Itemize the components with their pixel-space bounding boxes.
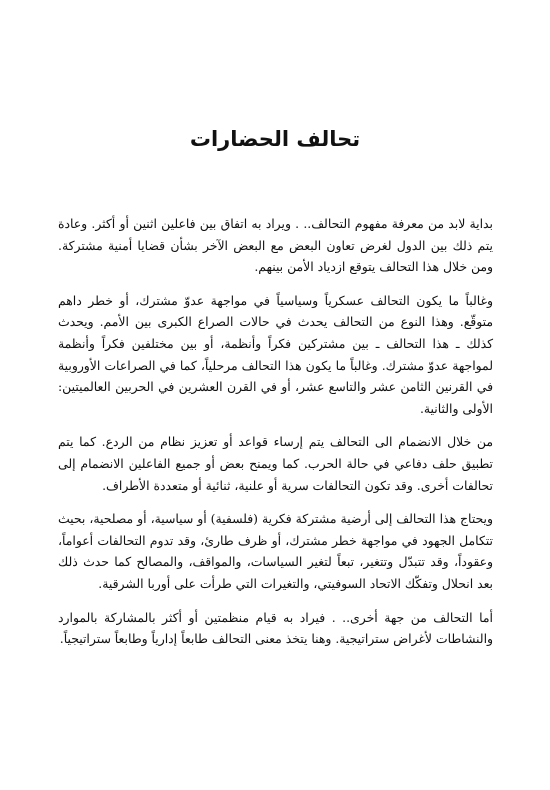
paragraph-5: أما التحالف من جهة أخرى.. . فيراد به قيام منظمتين أو أكثر بالمشاركة بالموارد والنشاطات لأغراض ستراتيجية. وهنا يتخذ معنى التحالف طابعاً إدارياً وطابعاً ستراتيجياً. [58,609,493,647]
paragraph-2: وغالباً ما يكون التحالف عسكرياً وسياسياً في مواجهة عدوّ مشترك، أو خطر داهم متوقّع. وهذا النوع من التحالف يحدث في حالات الصراع الكبرى بين الأمم. ويحدث كذلك ـ هذا التحالف ـ بين مشتركين فكراً وأنظمة، أو بين مختلفين فكراً وأنظمة لمواجهة عدوّ مشترك. وغالباً ما يكون هذا التحالف مرحلياً، كما في الصراعات الأوروبية في القرنين الثامن عشر والتاسع عشر، أو في القرن العشرين في الحربين العالميتين: الأولى والثانية. [58,292,493,416]
paragraph-4: ويحتاج هذا التحالف إلى أرضية مشتركة فكرية (فلسفية) أو سياسية، أو مصلحية، بحيث تتكامل الجهود في مواجهة خطر مشترك، أو ظرف طارئ، وقد تدوم التحالفات أعواماً، وعقوداً، وقد تتبدّل وتتغير، تبعاً لتغير السياسات، والمواقف، والمصالح كما حدث ذلك بعد انحلال وتفكّك الاتحاد السوفيتي، والتغيرات التي طرأت على أوربا الشرقية. [58,511,493,591]
paragraph-1: بداية لابد من معرفة مفهوم التحالف.. . ويراد به اتفاق بين فاعلين اثنين أو أكثر. وعادة يتم ذلك بين الدول لغرض تعاون البعض مع البعض الآخر بشأن قضايا أمنية مشتركة. ومن خلال هذا التحالف يتوقع ازدياد الأمن بينهم. [58,216,493,275]
paragraph-3: من خلال الانضمام الى التحالف يتم إرساء قواعد أو تعزيز نظام من الردع. كما يتم تطبيق حلف دفاعي في حالة الحرب. كما ويمنح بعض أو جميع الفاعلين الانضمام إلى تحالفات أخرى. وقد تكون التحالفات سرية أو علنية، ثنائية أو متعددة الأطراف. [58,434,493,493]
body-text [58,213,493,662]
chapter-title: تحالف الحضارات [189,127,361,151]
